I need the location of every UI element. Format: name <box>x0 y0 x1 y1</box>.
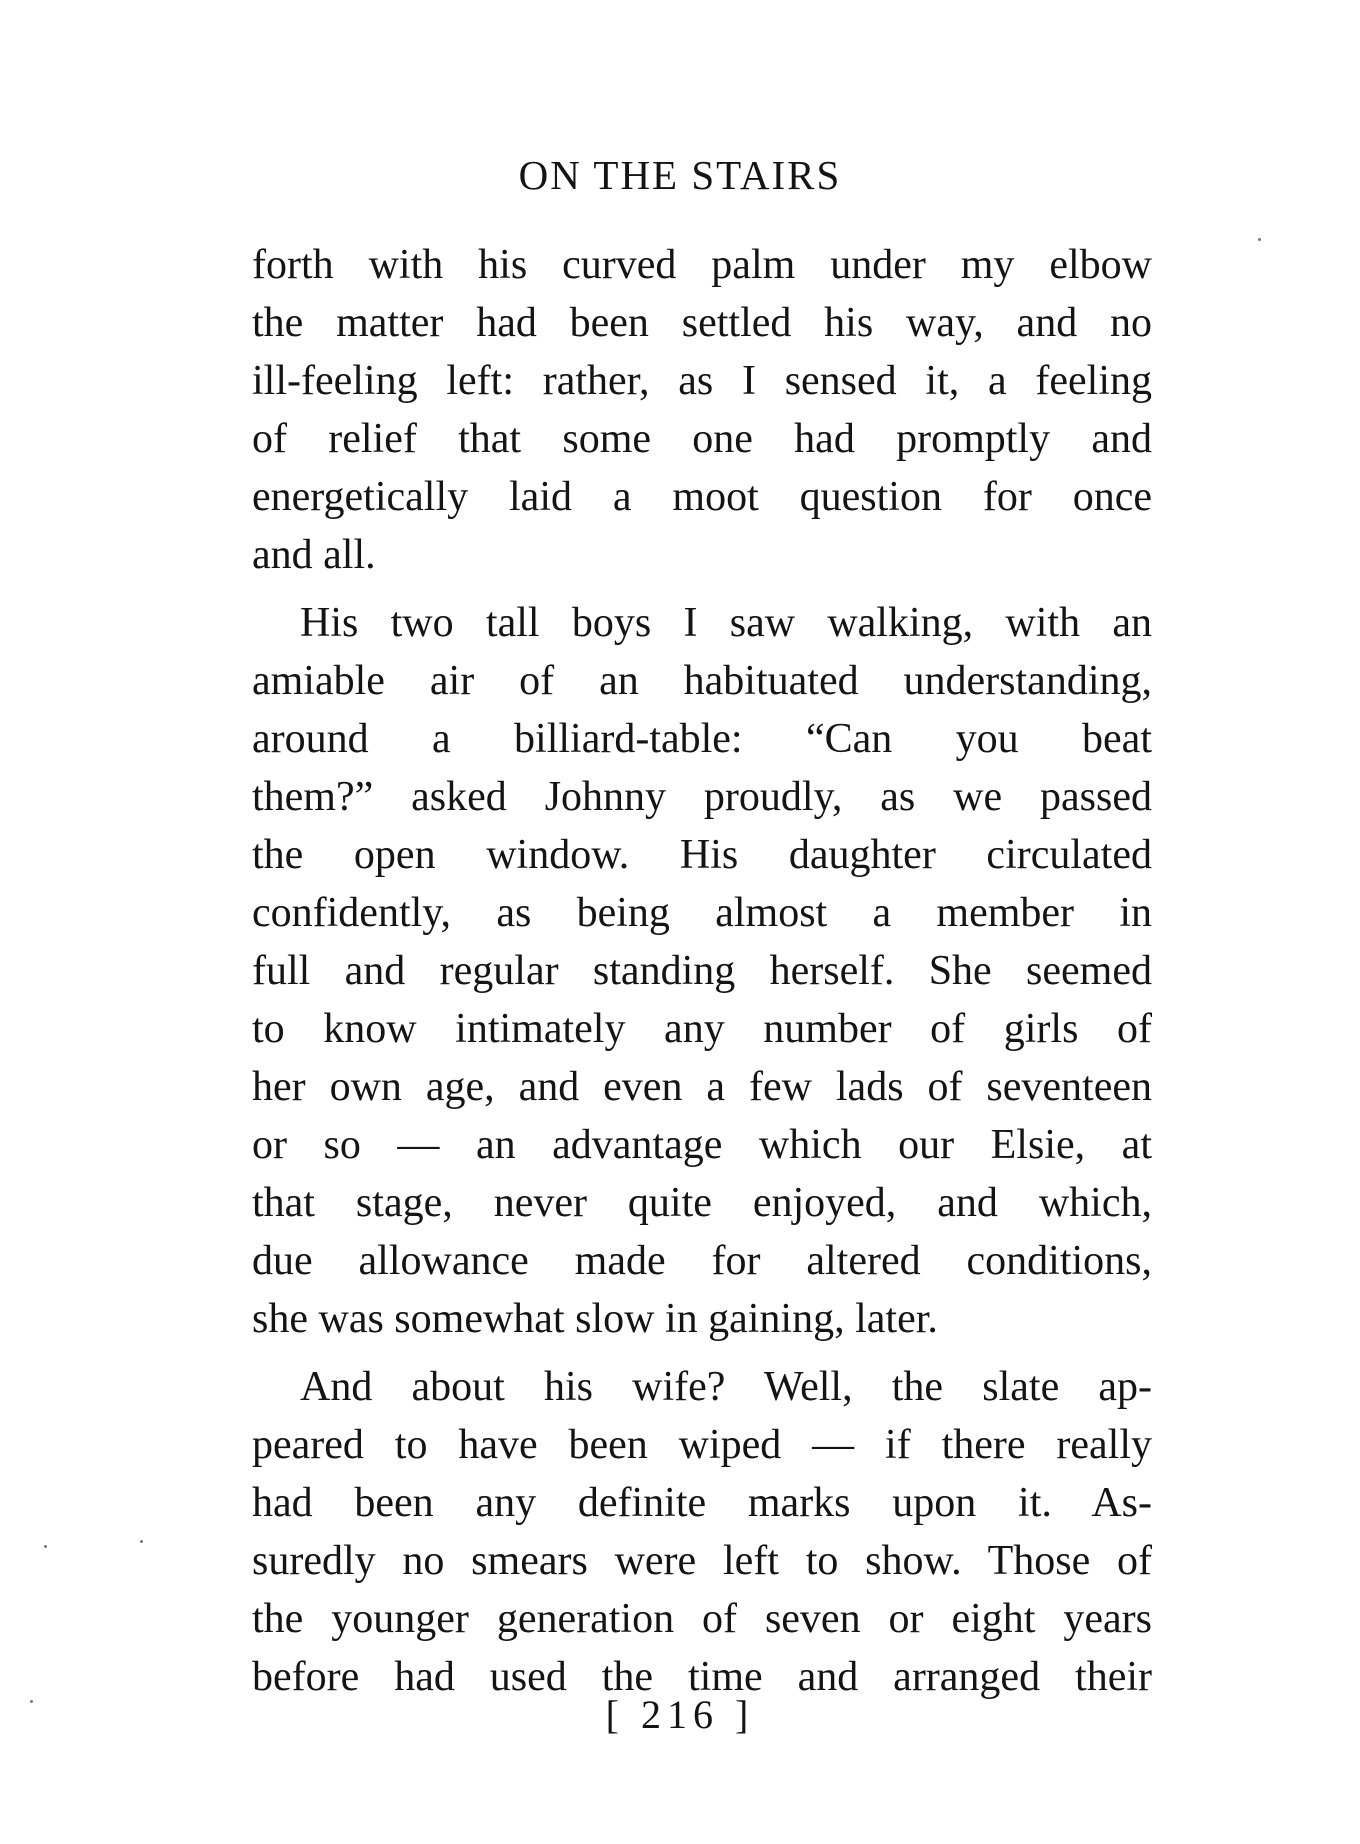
text-line: forth with his curved palm under my elbow <box>252 242 1152 288</box>
text-line: ill-feeling left: rather, as I sensed it, a feeling <box>252 358 1152 404</box>
text-line: amiable air of an habituated understanding, <box>252 658 1152 704</box>
text-line: had been any definite marks upon it. As- <box>252 1480 1152 1526</box>
scan-speck <box>1258 238 1261 241</box>
text-line: full and regular standing herself. She seemed <box>252 948 1152 994</box>
text-line: her own age, and even a few lads of seventeen <box>252 1064 1152 1110</box>
text-line: And about his wife? Well, the slate ap- <box>300 1364 1152 1410</box>
scan-speck <box>140 1540 143 1543</box>
text-line: confidently, as being almost a member in <box>252 890 1152 936</box>
text-line: she was somewhat slow in gaining, later. <box>252 1296 938 1342</box>
text-line: them?” asked Johnny proudly, as we passed <box>252 774 1152 820</box>
text-line: or so — an advantage which our Elsie, at <box>252 1122 1152 1168</box>
scan-speck <box>44 1545 47 1548</box>
paragraph <box>252 1358 1152 1706</box>
text-line: suredly no smears were left to show. Those of <box>252 1538 1152 1584</box>
page-number: [ 216 ] <box>605 1692 755 1737</box>
paragraph <box>252 236 1152 584</box>
text-line: to know intimately any number of girls of <box>252 1006 1152 1052</box>
text-line: around a billiard-table: “Can you beat <box>252 716 1152 762</box>
text-line: of relief that some one had promptly and <box>252 416 1152 462</box>
scan-speck <box>30 1700 33 1703</box>
text-line: energetically laid a moot question for once <box>252 474 1152 520</box>
text-line: before had used the time and arranged their <box>252 1654 1152 1700</box>
text-line: the matter had been settled his way, and no <box>252 300 1152 346</box>
text-line: the younger generation of seven or eight years <box>252 1596 1152 1642</box>
text-line: peared to have been wiped — if there really <box>252 1422 1152 1468</box>
paragraph <box>252 594 1152 1348</box>
running-head: ON THE STAIRS <box>518 152 842 198</box>
text-line: that stage, never quite enjoyed, and which, <box>252 1180 1152 1226</box>
body-text <box>252 236 1152 1706</box>
text-line: and all. <box>252 532 376 578</box>
text-line: the open window. His daughter circulated <box>252 832 1152 878</box>
text-line: His two tall boys I saw walking, with an <box>300 600 1152 646</box>
text-line: due allowance made for altered conditions, <box>252 1238 1152 1284</box>
